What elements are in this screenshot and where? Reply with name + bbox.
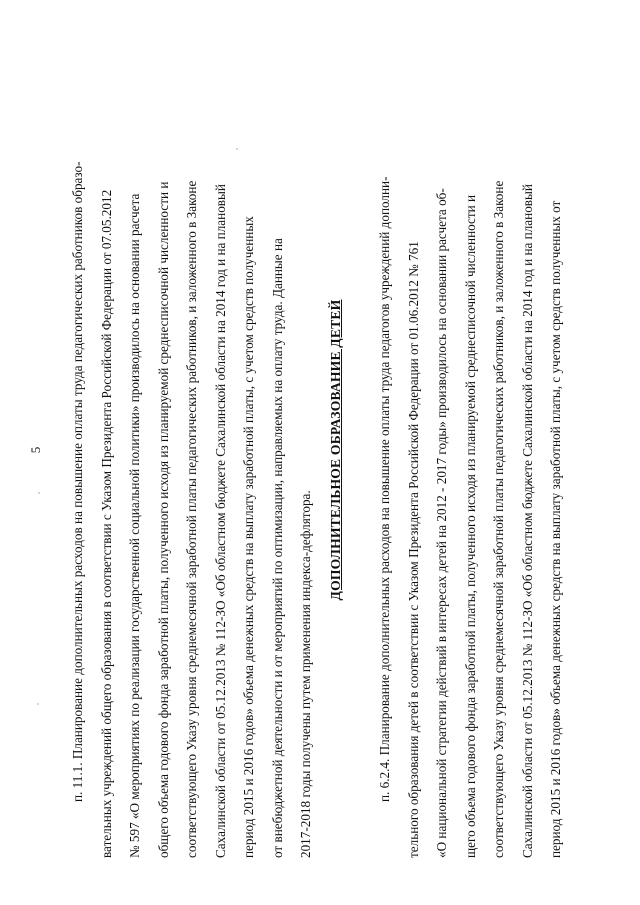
- section-heading: ДОПОЛНИТЕЛЬНОЕ ОБРАЗОВАНИЕ ДЕТЕЙ: [328, 299, 343, 601]
- text-line: Сахалинской области от 05.12.2013 № 112-ЗО «Об областном бюджете Сахалинской области на 2014 год и на плановый: [519, 184, 535, 858]
- text-line: период 2015 и 2016 годов» объема денежных средств на выплату заработной платы, с учетом средств полученных от: [548, 200, 563, 858]
- text-line: № 597 «О мероприятиях по реализации государственной социальной политики» производилось на основании расчета: [127, 193, 142, 858]
- text-line: 2017-2018 годы получены путем применения индекса-дефлятора.: [298, 490, 313, 858]
- text-line: щего объема годового фонда заработной платы, полученного исходя из планируемой среднесписочной численности и: [462, 194, 478, 858]
- text-line: соответствующего Указу уровня среднемесячной заработной платы педагогических работников, и заложенного в Законе: [184, 180, 199, 858]
- text-line: тельного образования детей в соответствии с Указом Президента Российской Федерации от 01.06.2012 № 761: [405, 241, 421, 858]
- text-line: п. 11.1. Планирование дополнительных расходов на повышение оплаты труда педагогических работников образо-: [70, 161, 85, 802]
- page-number: 5: [28, 446, 43, 454]
- rotated-page-content: [20, 20, 620, 880]
- text-line: вательных учреждений общего образования в соответствии с Указом Президента Российской Федерации от 07.05.2012: [98, 189, 114, 858]
- text-line: от внебюджетной деятельности и от мероприятий по оптимизации, направляемых на оплату труда. Данные на: [269, 238, 285, 858]
- text-line: общего объема годового фонда заработной платы, полученного исходя из планируемой среднесписочной численности и: [155, 181, 171, 858]
- text-line: соответствующего Указу уровня среднемесячной заработной платы педагогических работников, и заложенного в Законе: [491, 180, 506, 858]
- paragraph-11-1: [64, 52, 321, 858]
- text-line: п. 6.2.4. Планирование дополнительных расходов на повышение оплаты труда педагогов учреждений дополни-: [377, 176, 392, 802]
- paragraph-6-2-4: [371, 52, 571, 858]
- text-line: Сахалинской области от 05.12.2013 № 112-ЗО «Об областном бюджете Сахалинской области на 2014 год и на плановый: [212, 184, 228, 858]
- text-line: «О национальной стратегии действий в интересах детей на 2012 - 2017 годы» производилось на основании расчета об-: [434, 188, 449, 858]
- text-line: период 2015 и 2016 годов» объема денежных средств на выплату заработной платы, с учетом средств полученных: [241, 216, 256, 858]
